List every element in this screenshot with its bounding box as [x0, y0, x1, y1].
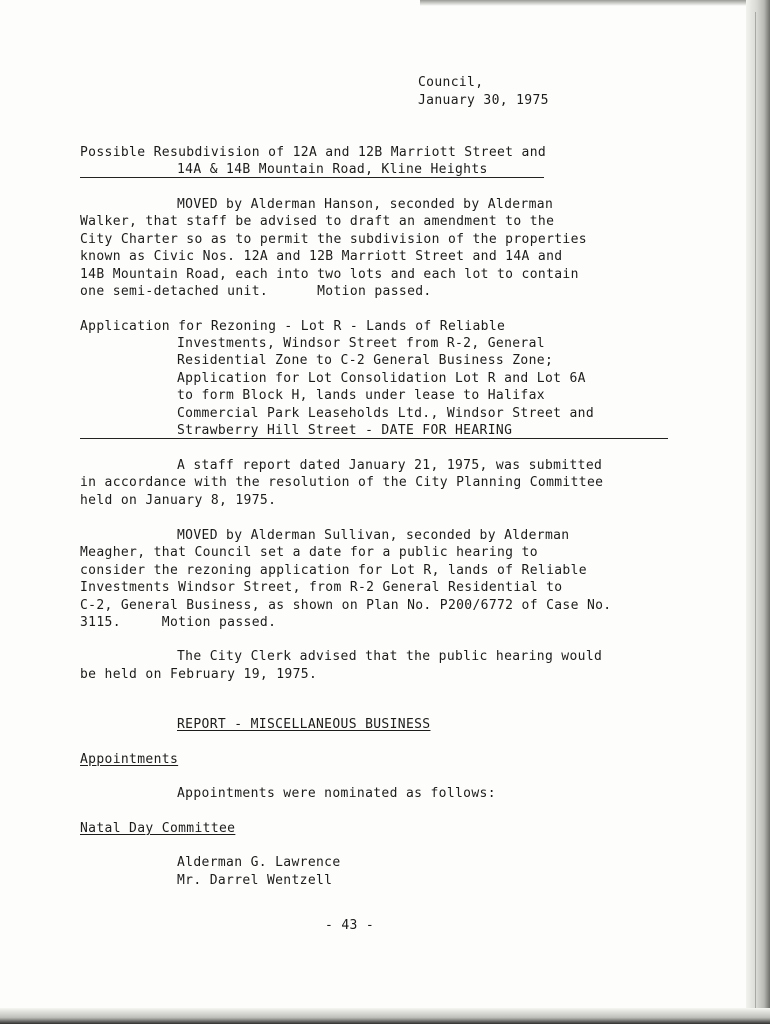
committee-heading: Natal Day Committee [80, 821, 236, 836]
page-right-edge [746, 0, 770, 1024]
item2-para1-line: in accordance with the resolution of the City Planning Committee [80, 475, 604, 490]
item2-title-underline [80, 438, 668, 439]
item2-para2-line: C-2, General Business, as shown on Plan No. P200/6772 of Case No. [80, 598, 612, 613]
scan-top-shadow [420, 0, 770, 6]
item2-para1-line: A staff report dated January 21, 1975, was submitted [177, 458, 603, 473]
item1-title-underline [80, 177, 544, 178]
item2-title-line: Application for Lot Consolidation Lot R and Lot 6A [177, 371, 586, 386]
item2-para3-line: The City Clerk advised that the public hearing would [177, 649, 603, 664]
item2-para2-line: Investments Windsor Street, from R-2 General Residential to [80, 580, 563, 595]
item1-title-line1: Possible Resubdivision of 12A and 12B Marriott Street and [80, 145, 547, 160]
page-edge-line [755, 12, 756, 1012]
item2-para2-line: 3115. Motion passed. [80, 615, 277, 630]
item2-para3-line: be held on February 19, 1975. [80, 667, 318, 682]
item2-title-line: Commercial Park Leaseholds Ltd., Windsor Street and [177, 406, 595, 421]
appointments-heading: Appointments [80, 752, 179, 767]
committee-member: Mr. Darrel Wentzell [177, 873, 333, 888]
item2-title-line: Investments, Windsor Street from R-2, General [177, 336, 545, 351]
item1-para-line: MOVED by Alderman Hanson, seconded by Alderman [177, 197, 554, 212]
item2-title-line: Strawberry Hill Street - DATE FOR HEARING [177, 423, 513, 438]
item2-para1-line: held on January 8, 1975. [80, 493, 277, 508]
item1-para-line: City Charter so as to permit the subdivision of the properties [80, 232, 587, 247]
page-number: - 43 - [325, 918, 375, 933]
item2-para2-line: Meagher, that Council set a date for a public hearing to [80, 545, 538, 560]
page-bottom-edge [0, 1008, 770, 1024]
committee-member: Alderman G. Lawrence [177, 855, 341, 870]
item2-title-line: to form Block H, lands under lease to Halifax [177, 388, 545, 403]
appointments-text: Appointments were nominated as follows: [177, 786, 496, 801]
item1-para-line: one semi-detached unit. Motion passed. [80, 284, 432, 299]
item2-title-line: Residential Zone to C-2 General Business Zone; [177, 353, 554, 368]
item2-title-line: Application for Rezoning - Lot R - Lands of Reliable [80, 319, 506, 334]
item1-para-line: 14B Mountain Road, each into two lots and each lot to contain [80, 267, 579, 282]
header-date: January 30, 1975 [418, 93, 549, 108]
item1-para-line: known as Civic Nos. 12A and 12B Marriott Street and 14A and [80, 249, 563, 264]
item1-title-line2: 14A & 14B Mountain Road, Kline Heights [177, 162, 488, 177]
item1-para-line: Walker, that staff be advised to draft an amendment to the [80, 214, 555, 229]
item2-para2-line: consider the rezoning application for Lot R, lands of Reliable [80, 563, 587, 578]
item2-para2-line: MOVED by Alderman Sullivan, seconded by Alderman [177, 528, 570, 543]
report-heading: REPORT - MISCELLANEOUS BUSINESS [177, 717, 431, 732]
header-body: Council, [418, 75, 484, 90]
